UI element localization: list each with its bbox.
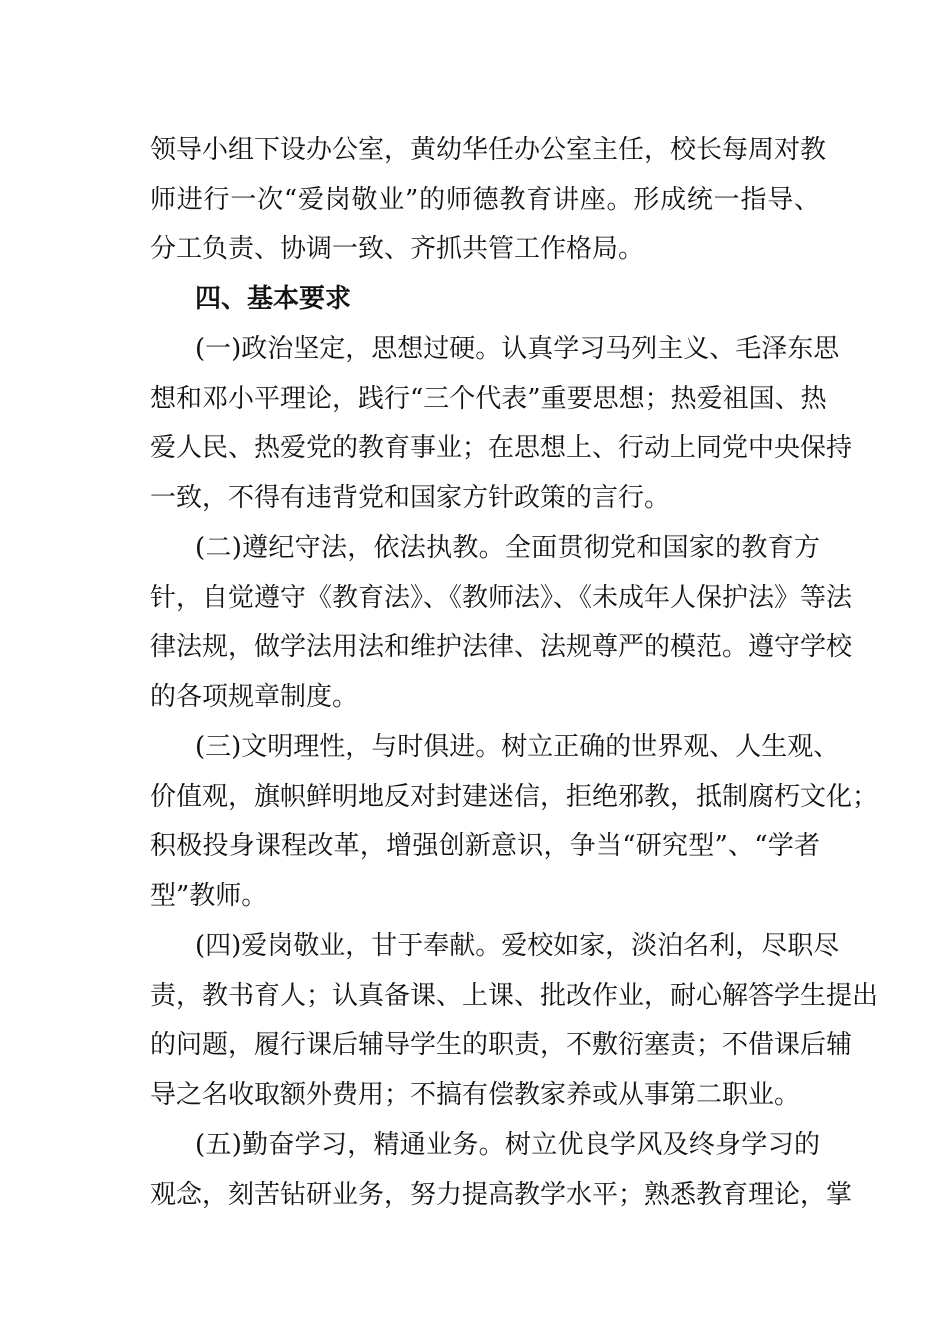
paragraph-first-line: (四)爱岗敬业，甘于奉献。爱校如家，淡泊名利，尽职尽: [195, 931, 840, 961]
text-line: 领导小组下设办公室，黄幼华任办公室主任，校长每周对教: [150, 135, 827, 165]
paragraph-first-line: (三)文明理性，与时俱进。树立正确的世界观、人生观、: [195, 732, 840, 762]
text-line: 积极投身课程改革，增强创新意识，争当“研究型”、“学者: [150, 831, 820, 861]
text-line: 针，自觉遵守《教育法》、《教师法》、《未成年人保护法》等法: [150, 583, 853, 613]
text-line: 师进行一次“爱岗敬业”的师德教育讲座。形成统一指导、: [150, 185, 820, 215]
text-line: 的问题，履行课后辅导学生的职责，不敷衍塞责；不借课后辅: [150, 1030, 853, 1060]
text-line: 观念，刻苦钻研业务，努力提高教学水平；熟悉教育理论，掌: [150, 1180, 853, 1210]
text-line: 责，教书育人；认真备课、上课、批改作业，耐心解答学生提出: [150, 981, 879, 1011]
paragraph-first-line: (五)勤奋学习，精通业务。树立优良学风及终身学习的: [195, 1130, 820, 1160]
text-line: 律法规，做学法用法和维护法律、法规尊严的模范。遵守学校: [150, 632, 853, 662]
text-line: 型”教师。: [150, 881, 268, 911]
text-line: 导之名收取额外费用；不搞有偿教家养或从事第二职业。: [150, 1080, 801, 1110]
section-heading: 四、基本要求: [195, 284, 352, 314]
text-line: 的各项规章制度。: [150, 682, 359, 712]
text-line: 分工负责、协调一致、齐抓共管工作格局。: [150, 234, 645, 264]
text-line: 一致，不得有违背党和国家方针政策的言行。: [150, 483, 671, 513]
paragraph-first-line: (二)遵纪守法，依法执教。全面贯彻党和国家的教育方: [195, 533, 820, 563]
paragraph-first-line: (一)政治坚定，思想过硬。认真学习马列主义、毛泽东思: [195, 334, 840, 364]
text-line: 价值观，旗帜鲜明地反对封建迷信，拒绝邪教，抵制腐朽文化；: [150, 782, 879, 812]
text-line: 爱人民、热爱党的教育事业；在思想上、行动上同党中央保持: [150, 433, 853, 463]
text-line: 想和邓小平理论，践行“三个代表”重要思想；热爱祖国、热: [150, 384, 827, 414]
